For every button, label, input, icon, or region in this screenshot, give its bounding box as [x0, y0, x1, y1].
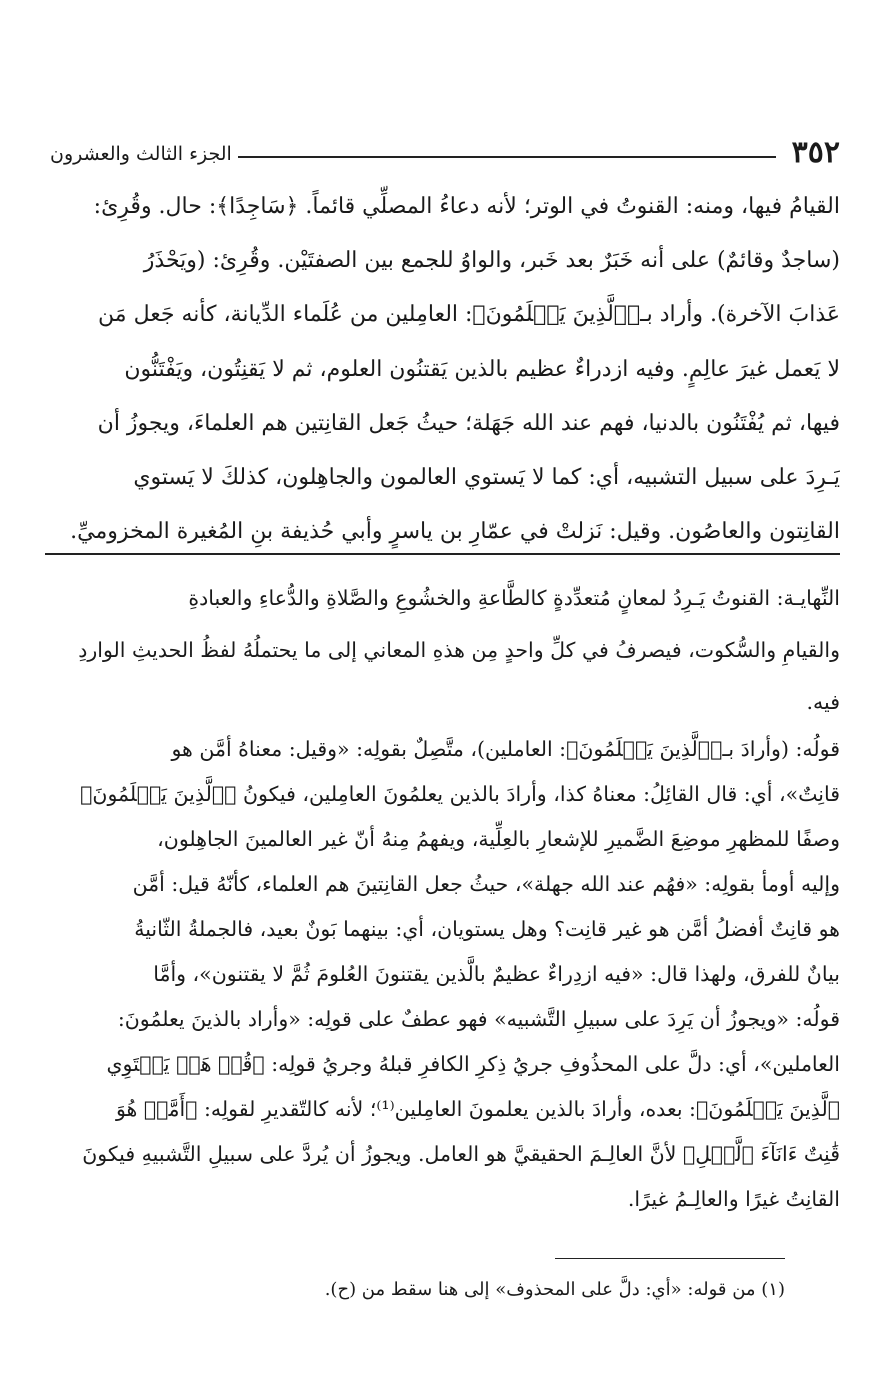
section-divider: [45, 553, 840, 555]
main-text-line: لا يَعمل غيرَ عالِمٍ. وفيه ازدراءٌ عظيم بالذين يَقتنُون العلوم، ثم لا يَقنِتُون، ويَفْتَنُّون: [124, 356, 840, 382]
main-text-line: فيها، ثم يُفْتَنُون بالدنيا، فهم عند الله جَهَلة؛ حيثُ جَعل القانِتين هم العلماءَ، ويجوزُ أن: [97, 410, 840, 436]
header-rule: [238, 156, 776, 158]
commentary-line: بيانٌ للفرق، ولهذا قال: «فيه ازدِراءٌ عظيمٌ بالَّذين يقتنونَ العُلومَ ثُمَّ لا يقتنون»، وأمَّا: [153, 962, 840, 986]
gloss-block: [50, 572, 840, 728]
page-number: ٣٥٢: [791, 135, 840, 170]
commentary-line: وصفًا للمظهرِ موضِعَ الضَّميرِ للإشعارِ بالعِلِّية، ويفهمُ مِنهُ أنّ غير العالمينَ الجاهِلون،: [157, 827, 840, 851]
commentary-line: العاملين»، أي: دلَّ على المحذُوفِ جريُ ذِكرِ الكافرِ قبلهُ وجريُ قولِه: ﴿قُلۡ هَلۡ يَسۡتَوِي: [106, 1052, 840, 1076]
commentary-line: قانِتٌ»، أي: قال القائِلُ: معناهُ كذا، وأرادَ بالذين يعلمُونَ العامِلين، فيكونُ ﴿ٱلَّذِينَ يَعۡلَمُونَ﴾: [80, 782, 840, 806]
footnote-rule: [555, 1258, 785, 1259]
main-text: [50, 180, 840, 559]
gloss-line: والقيامِ والسُّكوت، فيصرفُ في كلِّ واحدٍ مِن هذهِ المعاني إلى ما يحتملُهُ لفظُ الحديثِ الواردِ: [78, 638, 840, 662]
main-text-line: يَـرِدَ على سبيل التشبيه، أي: كما لا يَستوي العالمون والجاهِلون، كذلكَ لا يَستوي: [133, 464, 840, 490]
gloss-line: فيه.: [806, 690, 840, 714]
commentary-line: قولُه: «ويجوزُ أن يَرِدَ على سبيلِ التَّشبيه» فهو عطفٌ على قولِه: «وأراد بالذينَ يعلمُونَ:: [117, 1007, 840, 1031]
footnote: (١) من قوله: «أي: دلَّ على المحذوف» إلى هنا سقط من (ح).: [324, 1279, 785, 1300]
commentary-line: قَٰنِتٌ ءَانَآءَ ٱلَّيۡلِ﴾ لأنَّ العالِـمَ الحقيقيَّ هو العامل. ويجوزُ أن يُردَّ على سبيلِ التَّشبيهِ فيكونَ: [82, 1142, 840, 1166]
running-title: الجزء الثالث والعشرون: [50, 143, 232, 165]
commentary-line: وإليه أومأ بقولِه: «فهُم عند الله جهلة»، حيثُ جعل القانِتينَ هم العلماء، كأنّهُ قيل: أمَّن: [132, 872, 840, 896]
main-text-line: عَذابَ الآخرة). وأراد بـ﴿ٱلَّذِينَ يَعۡلَمُونَ﴾: العامِلين من عُلَماء الدِّيانة، كأنه جَعل مَن: [98, 302, 840, 328]
commentary-line: ٱلَّذِينَ يَعۡلَمُونَ﴾: بعده، وأرادَ بالذين يعلمونَ العامِلين⁽¹⁾؛ لأنه كالتّقديرِ لقولِه: ﴿أَمَّنۡ هُوَ: [115, 1097, 840, 1121]
commentary-line: هو قانِتٌ أفضلُ أمَّن هو غير قانِت؟ وهل يستويان، أي: بينهما بَونٌ بعيد، فالجملةُ الثّانيةُ: [134, 917, 840, 941]
commentary-line: قولُه: (وأرادَ بـ﴿ٱلَّذِينَ يَعۡلَمُونَ﴾: العاملين)، متَّصِلٌ بقولِه: «وقيل: معناهُ أمَّن هو: [171, 737, 840, 761]
page-header: [50, 128, 840, 168]
main-text-line: القانِتون والعاصُون. وقيل: نَزلتْ في عمّارِ بن ياسرٍ وأبي حُذيفة بنِ المُغيرة المخزوميِّ.: [70, 519, 840, 545]
main-text-line: (ساجدٌ وقائمٌ) على أنه خَبَرٌ بعد خَبر، والواوُ للجمع بين الصفتَيْن. وقُرِئ: (ويَحْذَرُ: [143, 248, 840, 274]
main-text-line: القيامُ فيها، ومنه: القنوتُ في الوتر؛ لأنه دعاءُ المصلِّي قائماً. ﴿سَاجِدًا﴾: حال. وقُرِئ:: [93, 194, 840, 219]
gloss-line: النِّهايـة: القنوتُ يَـرِدُ لمعانٍ مُتعدِّدةٍ كالطَّاعةِ والخشُوعِ والصَّلاةِ والدُّعاءِ والعبادةِ: [188, 586, 840, 610]
commentary-line: القانِتُ غيرًا والعالِـمُ غيرًا.: [627, 1187, 840, 1211]
commentary-block: [50, 727, 840, 1222]
